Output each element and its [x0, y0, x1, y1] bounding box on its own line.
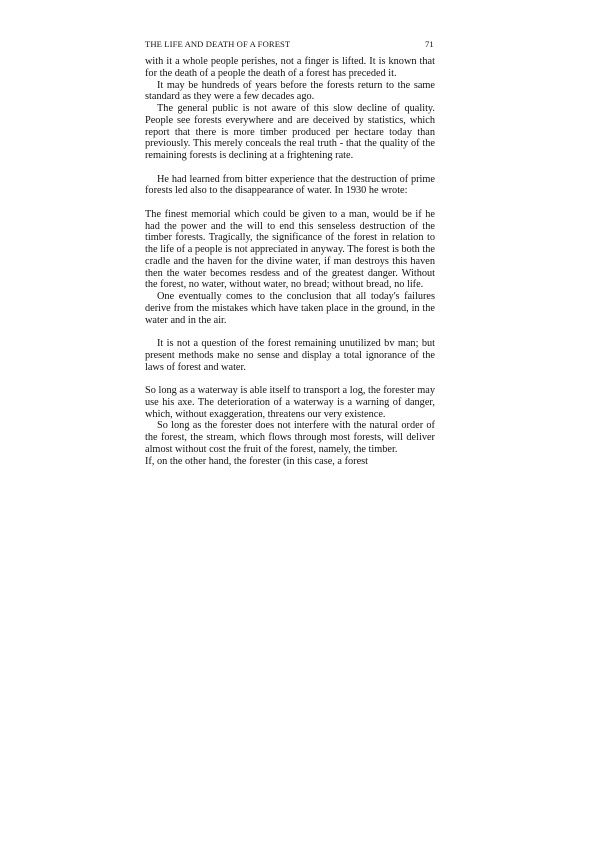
paragraph: So long as the forester does not interfere with the natural order of the forest, the stream, which flows through most forests, will deliver almost without cost the fruit of the forest, namely, the timber. — [145, 420, 435, 455]
paragraph-gap — [145, 326, 435, 338]
paragraph-continues: If, on the other hand, the forester (in this case, a forest — [145, 455, 369, 467]
paragraph: It may be hundreds of years before the forests return to the same standard as they were a few decades ago. — [145, 79, 435, 103]
quotation-paragraph: The finest memorial which could be given to a man, would be if he had the power and the will to end this senseless destruction of the timber forests. Tragically, the significance of the forest in relation to the life of a people is not appreciated in anyway. The forest is both the cradle and the haven for the divine water, if man destroys this haven then the water becomes resdess and of the greatest danger. Without the forest, no water, without water, no bread; without bread, no life. — [145, 208, 435, 291]
paragraph-gap — [145, 162, 435, 174]
paragraph: So long as a waterway is able itself to transport a log, the forester may use his axe. The deterioration of a waterway is a warning of danger, which, without exaggeration, threatens our very existence. — [145, 385, 435, 420]
paragraph-gap — [145, 197, 435, 209]
running-head-title: THE LIFE AND DEATH OF A FOREST — [145, 39, 291, 49]
paragraph-continuation: with it a whole people perishes, not a finger is lifted. It is known that for the death of a people the death of a forest has preceded it. — [145, 56, 435, 79]
paragraph-gap — [145, 373, 435, 385]
paragraph: He had learned from bitter experience that the destruction of prime forests led also to the disappearance of water. In 1930 he wrote: — [145, 173, 435, 197]
body-text — [145, 56, 435, 467]
page-number: 71 — [425, 39, 434, 49]
paragraph: It is not a question of the forest remaining unutilized bv man; but present methods make no sense and display a total ignorance of the laws of forest and water. — [145, 338, 435, 373]
paragraph: The general public is not aware of this slow decline of quality. People see forests everywhere and are deceived by statistics, which report that there is more timber produced per hectare today than previously. This merely conceals the real truth - that the quality of the remaining forests is declining at a frightening rate. — [145, 103, 435, 161]
quotation-paragraph: One eventually comes to the conclusion that all today's failures derive from the mistakes which have taken place in the ground, in the water and in the air. — [145, 291, 435, 326]
